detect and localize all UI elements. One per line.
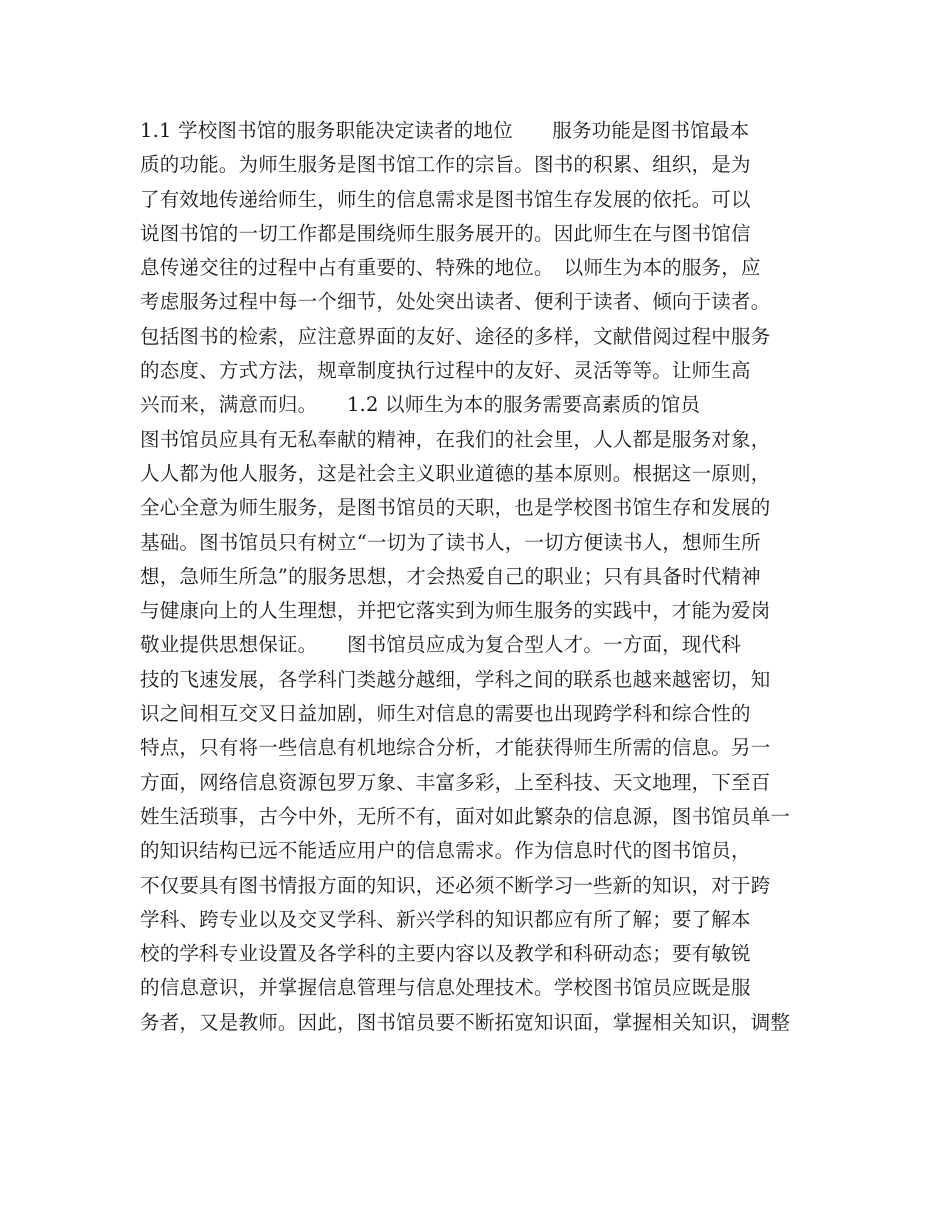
- text-line: 敬业提供思想保证。 图书馆员应成为复合型人才。一方面，现代科: [140, 633, 741, 657]
- text-line: 方面，网络信息资源包罗万象、丰富多彩，上至科技、天文地理，下至百: [140, 770, 771, 794]
- text-line: 了有效地传递给师生，师生的信息需求是图书馆生存发展的依托。可以: [140, 187, 751, 211]
- text-line: 1.1 学校图书馆的服务职能决定读者的地位 服务功能是图书馆最本: [140, 119, 750, 142]
- text-line: 的知识结构已远不能适应用户的信息需求。作为信息时代的图书馆员，: [140, 839, 751, 863]
- text-line: 的信息意识，并掌握信息管理与信息处理技术。学校图书馆员应既是服: [140, 976, 751, 1000]
- text-line: 学科、跨专业以及交叉学科、新兴学科的知识都应有所了解；要了解本: [140, 907, 751, 931]
- text-line: 包括图书的检索，应注意界面的友好、途径的多样，文献借阅过程中服务: [140, 324, 771, 348]
- text-line: 与健康向上的人生理想，并把它落实到为师生服务的实践中，才能为爱岗: [140, 599, 771, 623]
- text-line: 校的学科专业设置及各学科的主要内容以及教学和科研动态；要有敏锐: [140, 942, 751, 966]
- text-line: 不仅要具有图书情报方面的知识，还必须不断学习一些新的知识，对于跨: [140, 873, 771, 897]
- text-line: 说图书馆的一切工作都是围绕师生服务展开的。因此师生在与图书馆信: [140, 221, 751, 245]
- text-line: 全心全意为师生服务，是图书馆员的天职，也是学校图书馆生存和发展的: [140, 496, 771, 520]
- body-text: [140, 114, 860, 1040]
- text-line: 想，急师生所急”的服务思想，才会热爱自己的职业；只有具备时代精神: [140, 564, 761, 588]
- text-line: 基础。图书馆员只有树立“一切为了读书人，一切方便读书人，想师生所: [140, 530, 761, 554]
- text-line: 质的功能。为师生服务是图书馆工作的宗旨。图书的积累、组织，是为: [140, 153, 751, 177]
- text-line: 特点，只有将一些信息有机地综合分析，才能获得师生所需的信息。另一: [140, 736, 771, 760]
- text-line: 图书馆员应具有无私奉献的精神，在我们的社会里，人人都是服务对象，: [140, 427, 771, 451]
- text-line: 息传递交往的过程中占有重要的、特殊的地位。 以师生为本的服务，应: [140, 256, 761, 280]
- text-line: 人人都为他人服务，这是社会主义职业道德的基本原则。根据这一原则，: [140, 461, 771, 485]
- text-line: 兴而来，满意而归。 1.2 以师生为本的服务需要高素质的馆员: [140, 393, 701, 417]
- text-line: 的态度、方式方法，规章制度执行过程中的友好、灵活等等。让师生高: [140, 359, 751, 383]
- text-line: 务者，又是教师。因此，图书馆员要不断拓宽知识面，掌握相关知识，调整: [140, 1010, 791, 1034]
- text-line: 技的飞速发展，各学科门类越分越细，学科之间的联系也越来越密切，知: [140, 667, 771, 691]
- text-line: 考虑服务过程中每一个细节，处处突出读者、便利于读者、倾向于读者。: [140, 290, 771, 314]
- text-line: 姓生活琐事，古今中外，无所不有，面对如此繁杂的信息源，图书馆员单一: [140, 804, 791, 828]
- text-line: 识之间相互交叉日益加剧，师生对信息的需要也出现跨学科和综合性的: [140, 702, 751, 726]
